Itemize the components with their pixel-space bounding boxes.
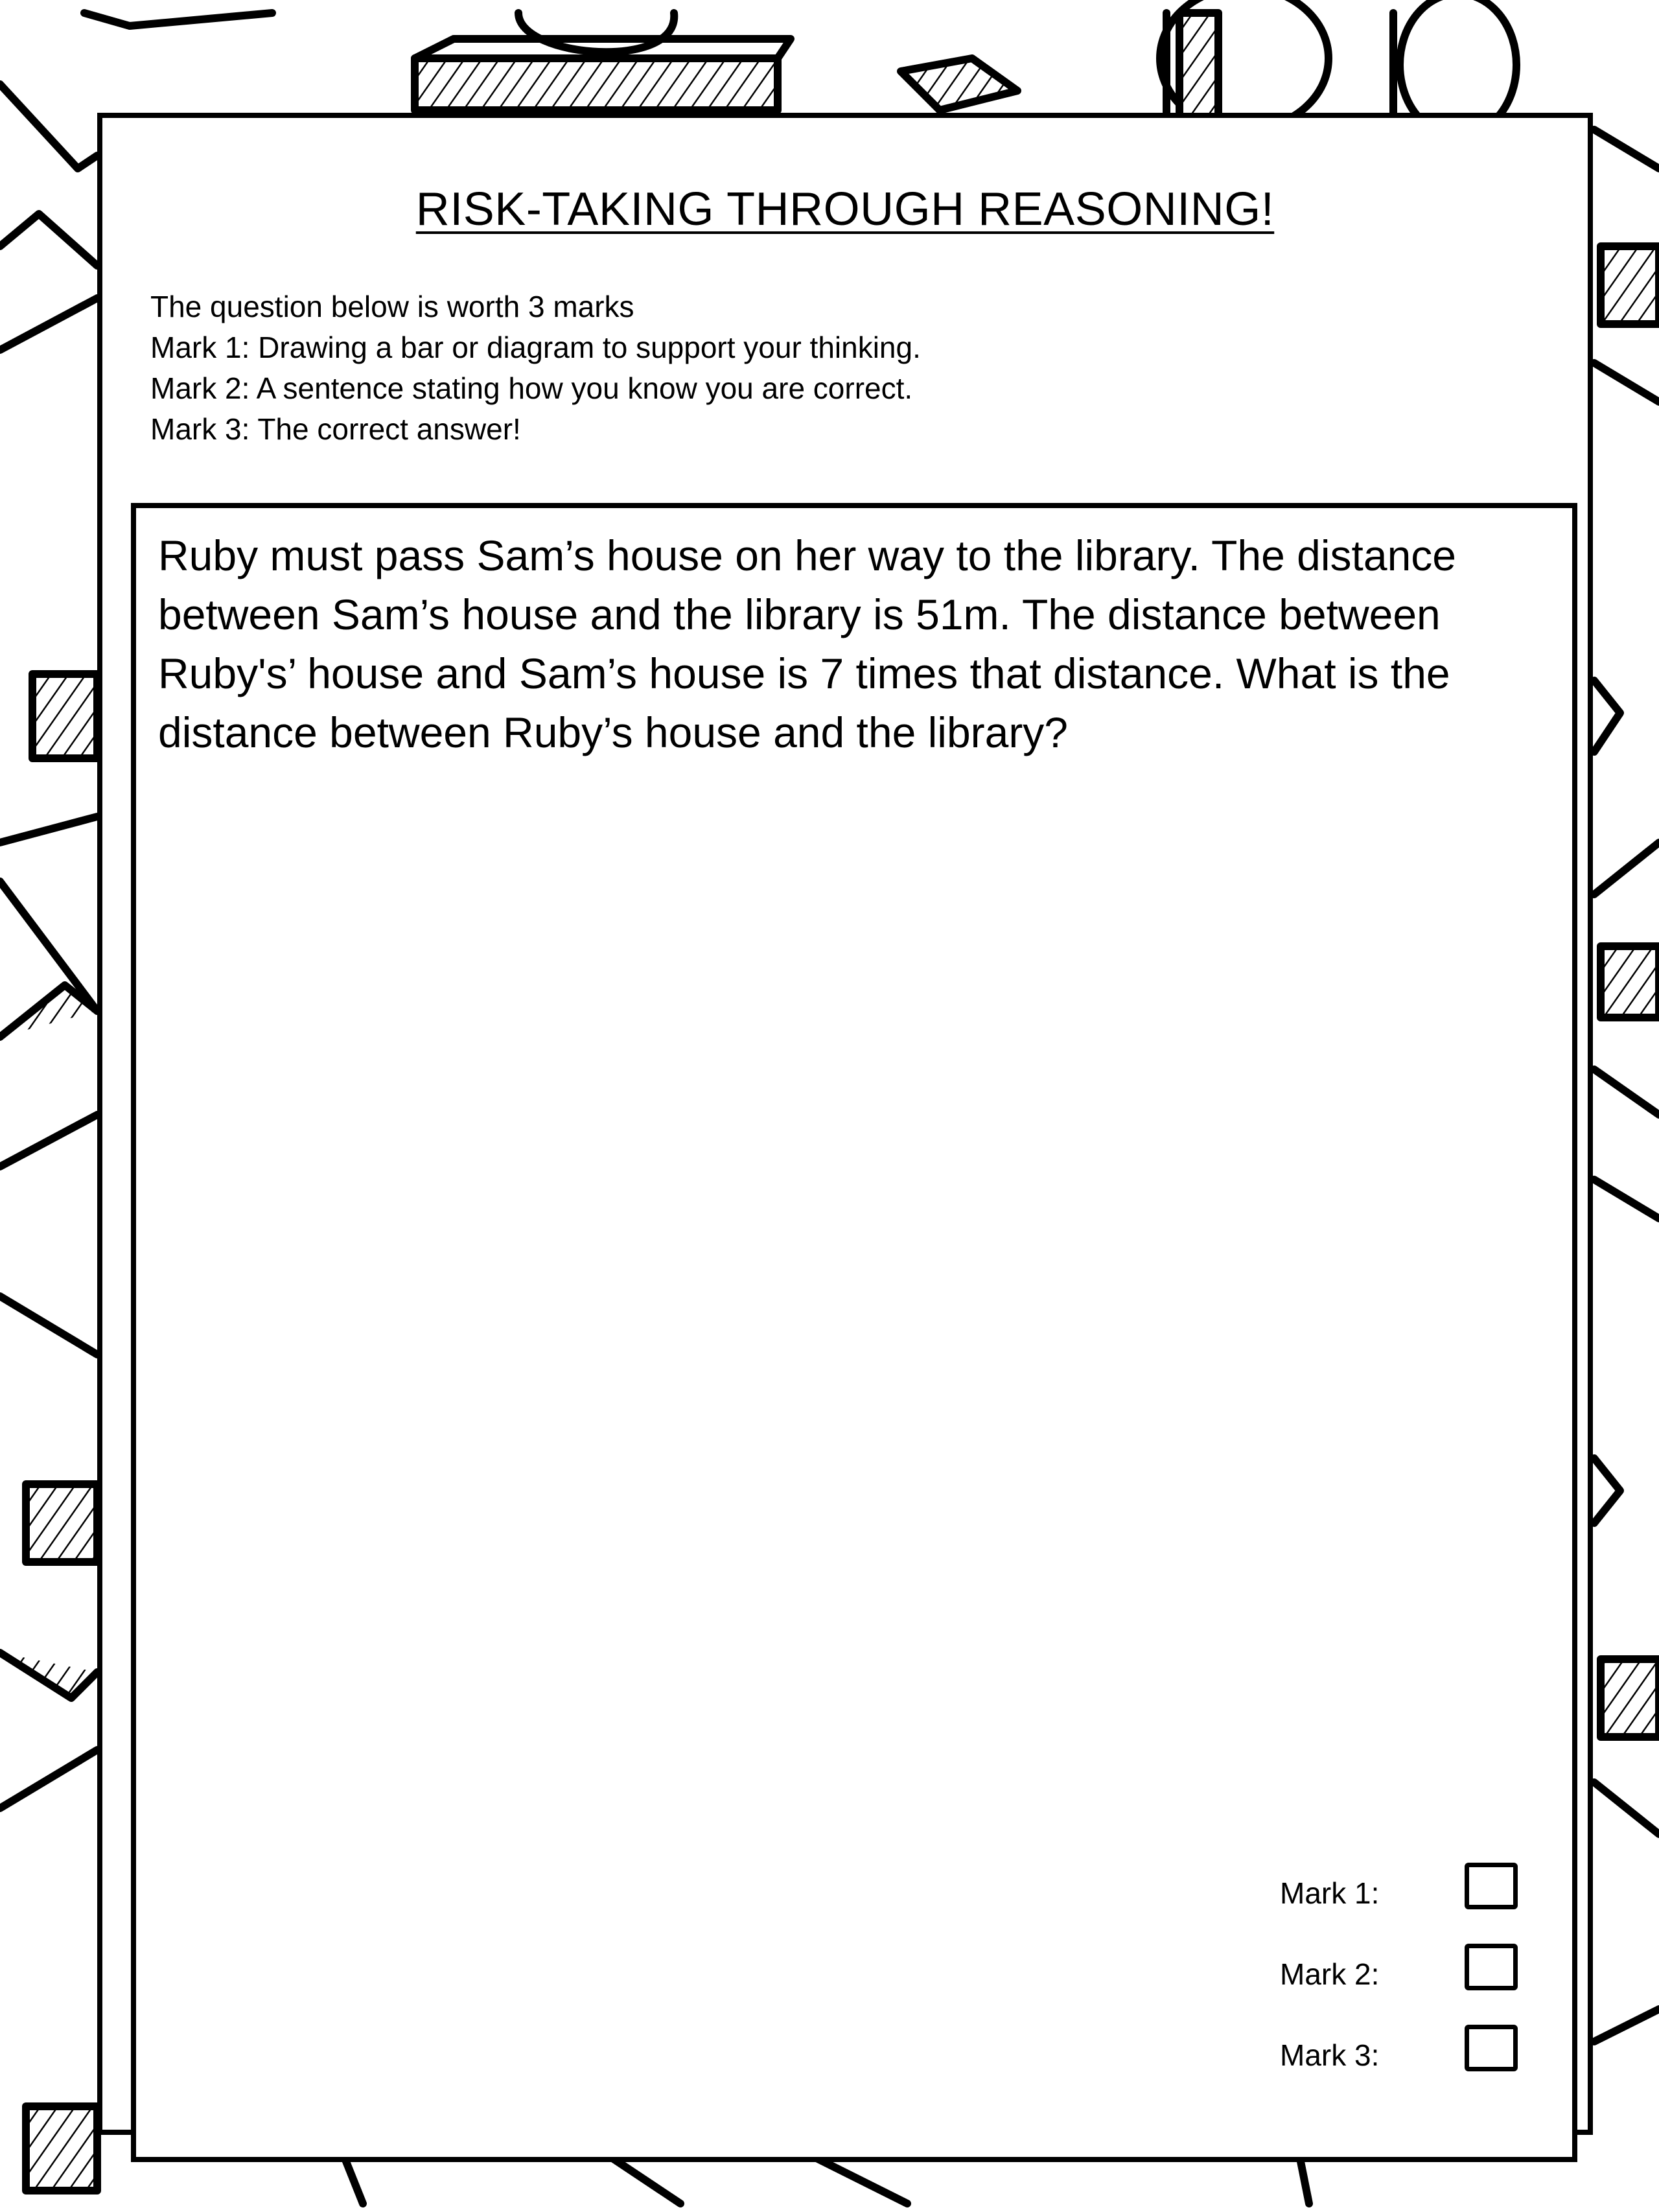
- mark-label: Mark 3:: [1280, 2038, 1380, 2072]
- instruction-line: The question below is worth 3 marks: [150, 290, 634, 323]
- worksheet-title: RISK-TAKING THROUGH REASONING!: [415, 183, 1275, 235]
- mark-3-checkbox[interactable]: [1465, 2025, 1518, 2071]
- instruction-line: Mark 3: The correct answer!: [150, 412, 521, 446]
- marking-instructions: [150, 286, 921, 450]
- mark-row: [1280, 2025, 1539, 2106]
- mark-label: Mark 1:: [1280, 1876, 1380, 1910]
- mark-2-checkbox[interactable]: [1465, 1944, 1518, 1990]
- mark-checklist: [1280, 1863, 1539, 2106]
- question-text: Ruby must pass Sam’s house on her way to the library. The distance between Sam’s house and the library is 51m. The distance between Ruby's’ house and Sam’s house is 7 times that distance. What is the distance between Ruby’s house and the library?: [158, 531, 1457, 756]
- mark-row: [1280, 1944, 1539, 2025]
- instruction-line: Mark 2: A sentence stating how you know you are correct.: [150, 371, 913, 405]
- mark-1-checkbox[interactable]: [1465, 1863, 1518, 1909]
- instruction-line: Mark 1: Drawing a bar or diagram to support your thinking.: [150, 331, 921, 364]
- worksheet-card: [97, 113, 1593, 2135]
- mark-row: [1280, 1863, 1539, 1944]
- mark-label: Mark 2:: [1280, 1957, 1380, 1991]
- question-answer-area[interactable]: [131, 503, 1577, 2162]
